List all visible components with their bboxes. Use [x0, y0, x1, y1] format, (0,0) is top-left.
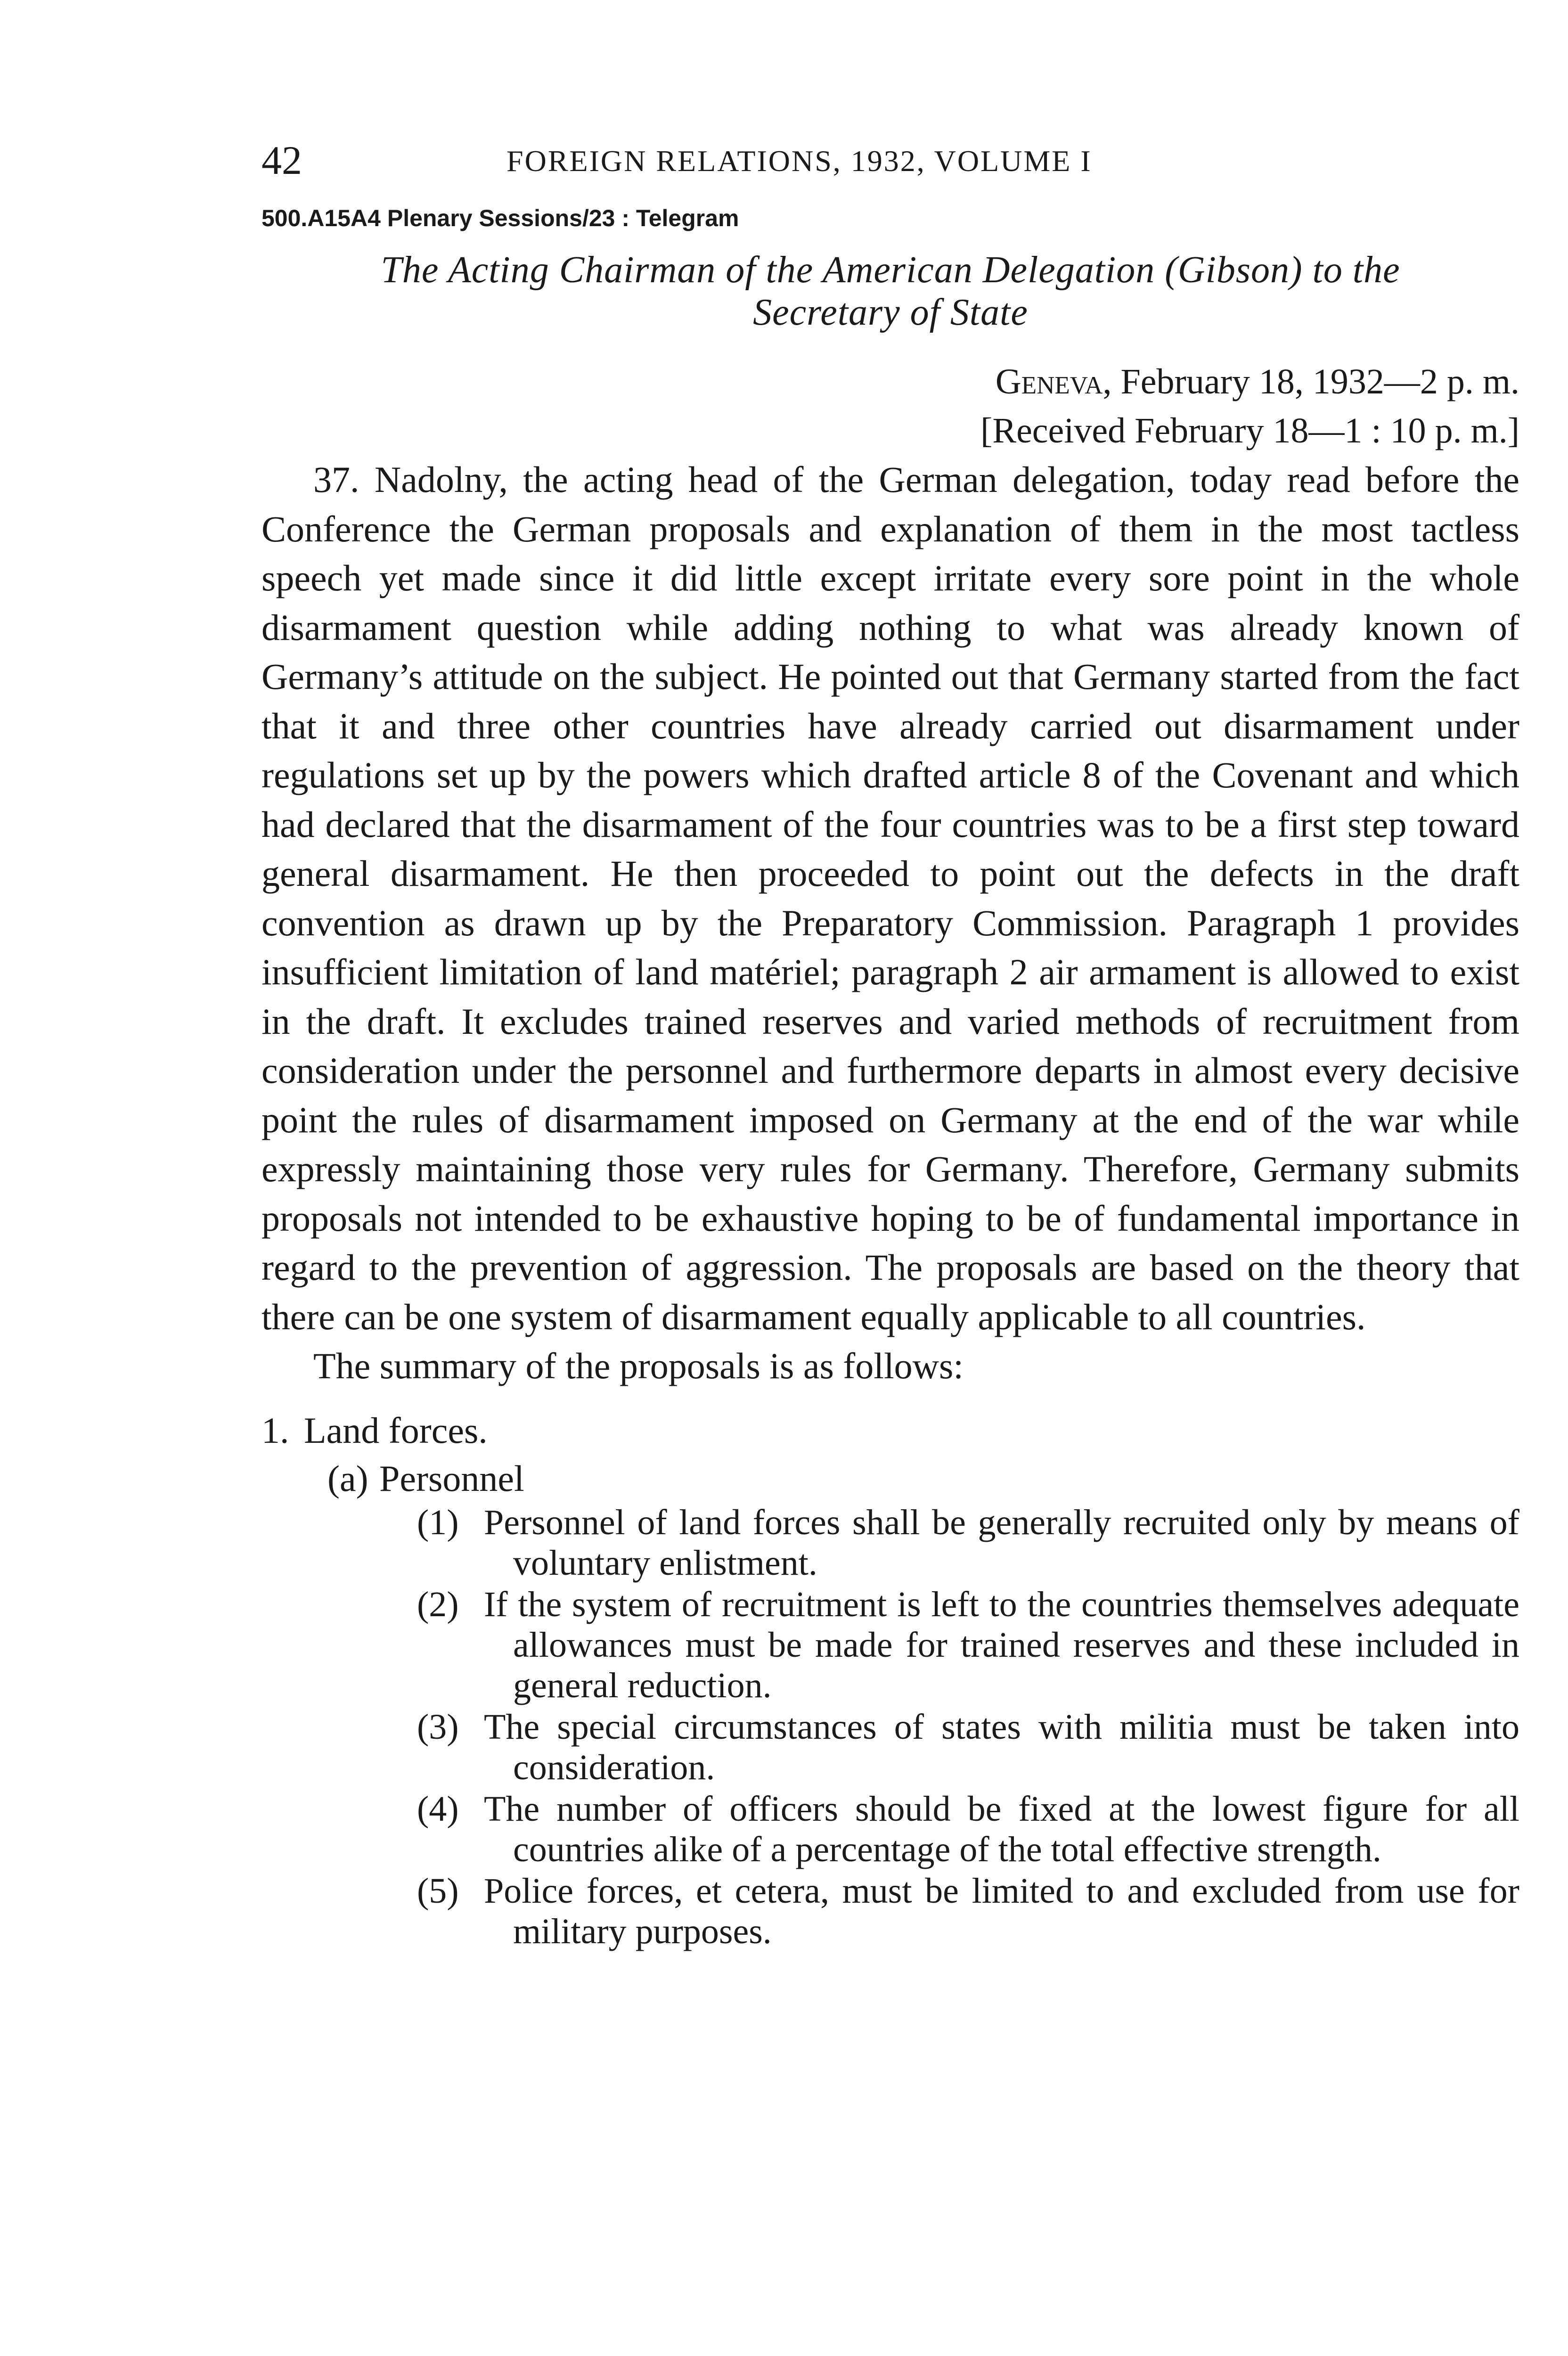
subsection-title: Personnel — [379, 1457, 524, 1499]
proposal-item-land-forces — [261, 1406, 1519, 1455]
item-title: Land forces. — [304, 1409, 488, 1451]
title-line-1: The Acting Chairman of the American Delegation (Gibson) to the — [381, 249, 1400, 291]
document-title — [261, 249, 1519, 334]
entry-number: (1) — [417, 1502, 459, 1542]
subsection-letter: (a) — [327, 1457, 368, 1499]
running-title: FOREIGN RELATIONS, 1932, VOLUME I — [506, 144, 1092, 178]
entry-text: If the system of recruitment is left to the countries themselves adequate allowances must be made for trained reserves and these included in general reduction. — [484, 1584, 1519, 1705]
proposal-entry — [417, 1502, 1519, 1583]
entry-text: The special circumstances of states with militia must be taken into consideration. — [484, 1707, 1519, 1787]
dateline — [261, 357, 1519, 406]
entry-number: (5) — [417, 1871, 459, 1911]
file-reference: 500.A15A4 Plenary Sessions/23 : Telegram — [261, 205, 739, 231]
item-number: 1. — [261, 1409, 289, 1451]
entry-number: (4) — [417, 1789, 459, 1829]
summary-intro: The summary of the proposals is as follows: — [313, 1345, 964, 1386]
proposal-entry — [417, 1871, 1519, 1952]
document-page — [261, 137, 1519, 1952]
dateline-date: , February 18, 1932—2 p. m. — [1102, 362, 1519, 401]
page-number: 42 — [261, 138, 302, 183]
received-line: [Received February 18—1 : 10 p. m.] — [980, 411, 1519, 450]
dateline-place: Geneva — [995, 362, 1103, 401]
subsection-personnel — [327, 1455, 1519, 1502]
proposal-entry — [417, 1789, 1519, 1870]
body-paragraph: 37. Nadolny, the acting head of the German delegation, today read before the Conference the German proposals and explanation of them in the most tactless speech yet made since it did little except irritate every sore point in the whole disarmament question while adding nothing to what was already known of Germany’s attitude on the subject. He pointed out that Germany started from the fact that it and three other countries have already carried out disarmament under regulations set up by the powers which drafted article 8 of the Covenant and which had declared that the disarmament of the four countries was to be a first step toward general disarmament. He then proceeded to point out the defects in the draft convention as drawn up by the Preparatory Commission. Paragraph 1 provides insufficient limitation of land matériel; paragraph 2 air armament is allowed to exist in the draft. It excludes trained reserves and varied methods of recruitment from consideration under the personnel and furthermore departs in almost every decisive point the rules of disarmament imposed on Germany at the end of the war while expressly maintaining those very rules for Germany. Therefore, Germany submits proposals not intended to be exhaustive hoping to be of fundamental importance in regard to the prevention of aggression. The proposals are based on the theory that there can be one system of disarmament equally applicable to all countries. — [261, 459, 1519, 1337]
entry-text: The number of officers should be fixed at the lowest figure for all countries alike of a percentage of the total effective strength. — [484, 1789, 1519, 1869]
page-header — [261, 137, 1519, 188]
title-line-2: Secretary of State — [753, 292, 1028, 333]
entry-number: (3) — [417, 1707, 459, 1747]
proposal-entry — [417, 1707, 1519, 1788]
entry-text: Police forces, et cetera, must be limited to and excluded from use for military purposes. — [484, 1871, 1519, 1951]
entry-text: Personnel of land forces shall be generally recruited only by means of voluntary enlistment. — [484, 1502, 1519, 1583]
entry-number: (2) — [417, 1584, 459, 1624]
proposal-entry — [417, 1584, 1519, 1706]
